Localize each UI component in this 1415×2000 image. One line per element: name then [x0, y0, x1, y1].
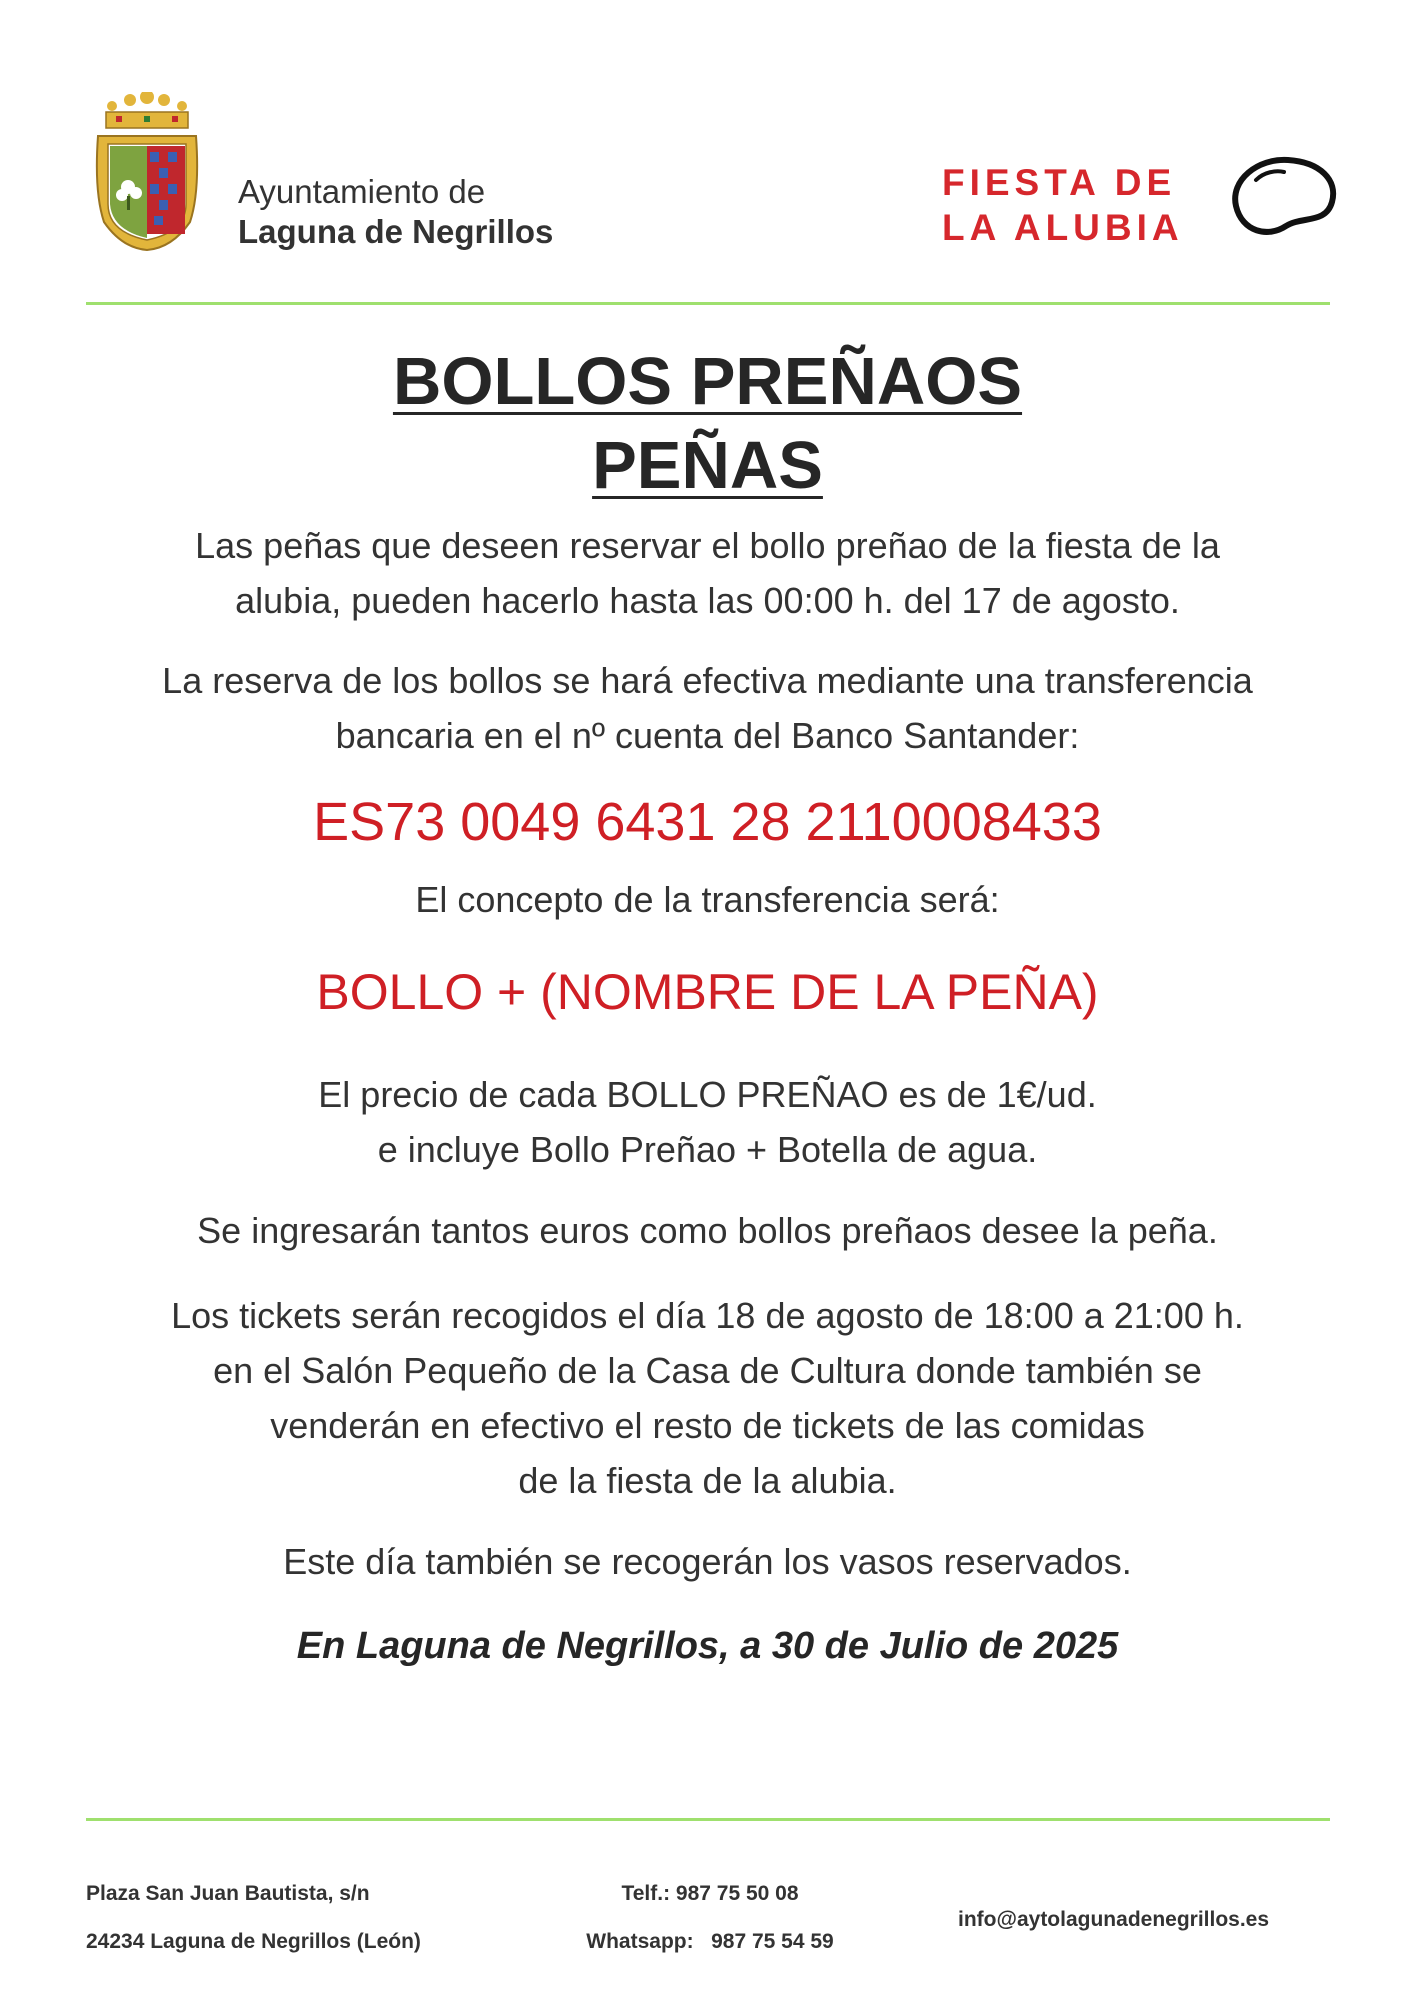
- bean-icon: [1222, 150, 1342, 246]
- page-footer: [0, 1870, 1415, 1980]
- paragraph-price-line2: e incluye Bollo Preñao + Botella de agua.: [377, 1129, 1038, 1170]
- paragraph-pickup-line2: en el Salón Pequeño de la Casa de Cultura donde también se: [213, 1350, 1202, 1391]
- town-hall-name: [238, 172, 553, 252]
- fiesta-logo-line1: FIESTA DE: [942, 162, 1177, 203]
- footer-address-line1: Plaza San Juan Bautista, s/n: [86, 1882, 370, 1905]
- closing-date-line: En Laguna de Negrillos, a 30 de Julio de 2025: [296, 1625, 1119, 1667]
- footer-address: [86, 1870, 421, 1966]
- paragraph-pickup-line4: de la fiesta de la alubia.: [518, 1460, 897, 1501]
- footer-phone: Telf.: 987 75 50 08: [621, 1882, 799, 1905]
- footer-divider: [86, 1818, 1330, 1821]
- footer-whatsapp: Whatsapp: 987 75 54 59: [586, 1930, 834, 1953]
- paragraph-price: [0, 1067, 1415, 1177]
- fiesta-logo: [942, 160, 1362, 250]
- paragraph-transfer: [0, 653, 1415, 763]
- page-title: [0, 340, 1415, 508]
- fiesta-logo-text: [942, 160, 1184, 250]
- title-line1: BOLLOS PREÑAOS: [392, 344, 1023, 419]
- paragraph-transfer-line1: La reserva de los bollos se hará efectiva mediante una transferencia: [162, 660, 1253, 701]
- title-line2: PEÑAS: [592, 428, 823, 503]
- footer-address-line2: 24234 Laguna de Negrillos (León): [86, 1930, 421, 1953]
- paragraph-concept: El concepto de la transferencia será:: [415, 879, 1000, 920]
- header-divider: [86, 302, 1330, 305]
- bank-account-number: ES73 0049 6431 28 2110008433: [313, 792, 1102, 852]
- footer-email[interactable]: info@aytolagunadenegrillos.es: [958, 1908, 1270, 1931]
- paragraph-deadline-line1: Las peñas que deseen reservar el bollo preñao de la fiesta de la: [195, 525, 1220, 566]
- transfer-concept: BOLLO + (NOMBRE DE LA PEÑA): [316, 964, 1099, 1020]
- paragraph-payment: Se ingresarán tantos euros como bollos preñaos desee la peña.: [197, 1210, 1218, 1251]
- paragraph-transfer-line2: bancaria en el nº cuenta del Banco Santander:: [335, 715, 1080, 756]
- town-hall-line1: Ayuntamiento de: [238, 173, 486, 210]
- fiesta-logo-line2: LA ALUBIA: [942, 207, 1184, 248]
- paragraph-deadline-line2: alubia, pueden hacerlo hasta las 00:00 h. del 17 de agosto.: [235, 580, 1180, 621]
- paragraph-pickup-line3: venderán en efectivo el resto de tickets de las comidas: [270, 1405, 1145, 1446]
- footer-contact: [560, 1870, 860, 1966]
- page-header: [0, 0, 1415, 300]
- town-hall-line2: Laguna de Negrillos: [238, 213, 554, 250]
- notice-body: [0, 340, 1415, 1674]
- coat-of-arms-logo: [92, 92, 202, 252]
- paragraph-cups: Este día también se recogerán los vasos reservados.: [283, 1541, 1132, 1582]
- paragraph-deadline: [0, 518, 1415, 628]
- paragraph-price-line1: El precio de cada BOLLO PREÑAO es de 1€/ud.: [318, 1074, 1097, 1115]
- paragraph-pickup: [0, 1288, 1415, 1508]
- paragraph-pickup-line1: Los tickets serán recogidos el día 18 de agosto de 18:00 a 21:00 h.: [171, 1295, 1244, 1336]
